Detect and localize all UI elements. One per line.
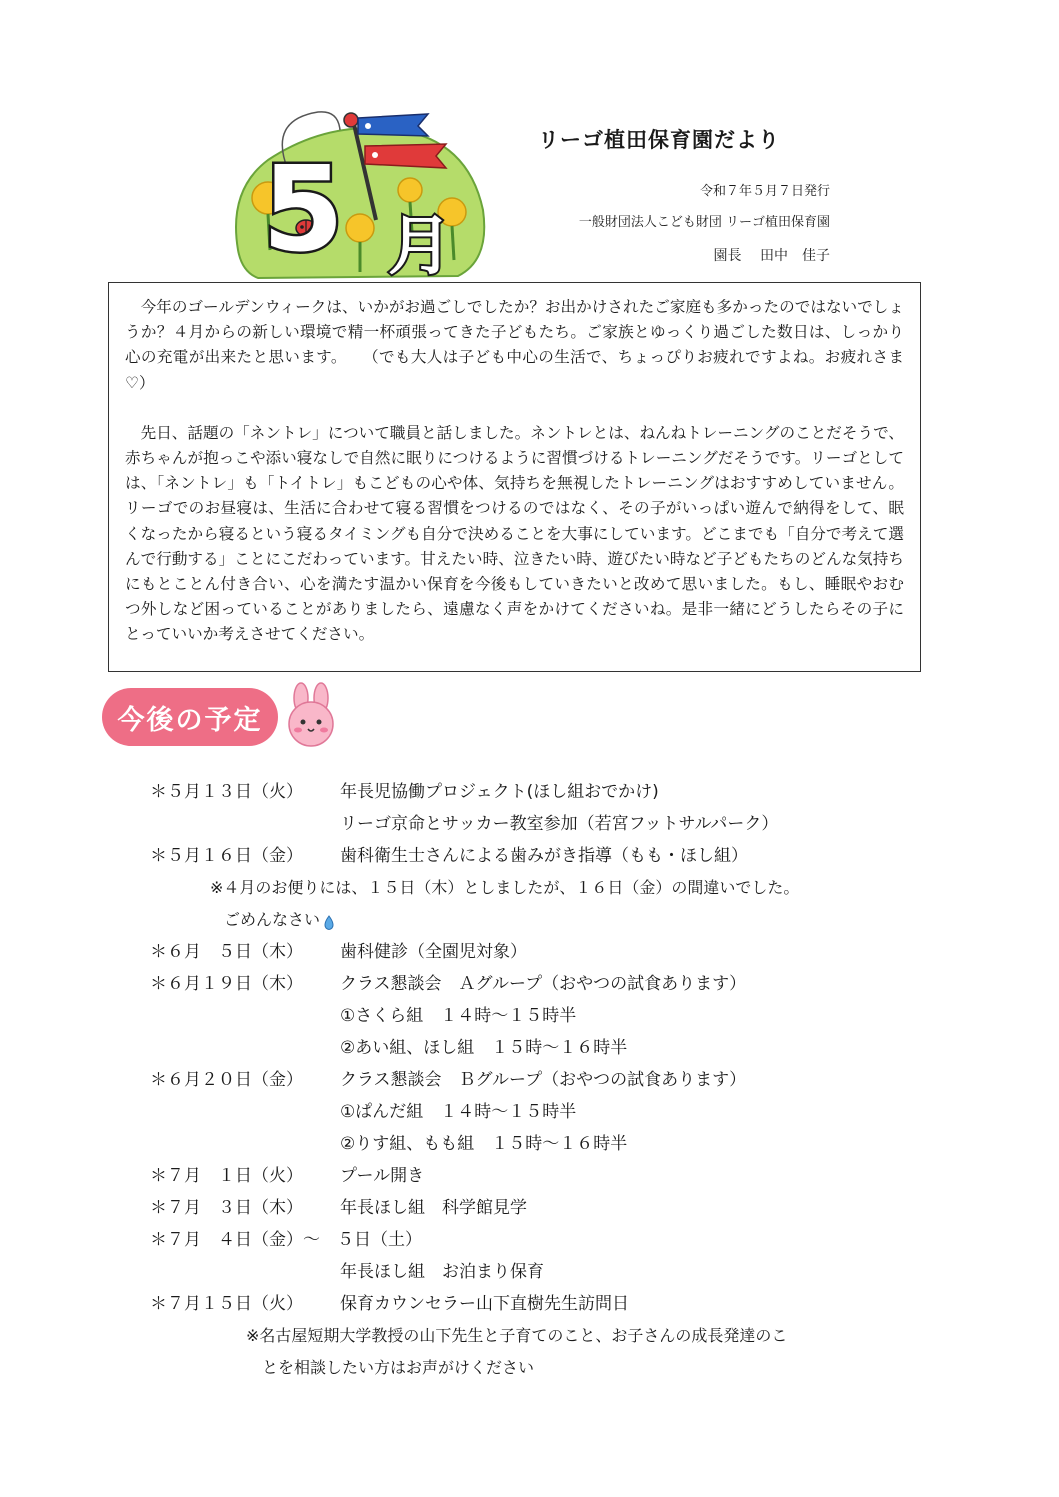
greeting-box <box>108 282 921 672</box>
schedule-date: ＊５月１３日（火） <box>150 782 303 802</box>
schedule-list <box>150 776 930 1384</box>
schedule-note: ※４月のお便りには、１５日（木）としましたが、１６日（金）の間違いでした。 <box>210 878 800 897</box>
schedule-date: ＊６月 ５日（木） <box>150 942 303 962</box>
greeting-paragraph-2: 先日、話題の「ネントレ」について職員と話しました。ネントレとは、ねんねトレーニングのことだそうで、赤ちゃんが抱っこや添い寝なしで自然に眠りにつけるように習慣づけるトレーニングだそうです。リーゴとしては、「ネントレ」も「トイトレ」もこどもの心や体、気持ちを無視したトレーニングはおすすめしていません。リーゴでのお昼寝は、生活に合わせて寝る習慣をつけるのではなく、その子がいっぱい遊んで納得をして、眠くなったから寝るという寝るタイミングも自分で決めることを大事にしています。どこまでも「自分で考えて選んで行動する」ことにこだわっています。甘えたい時、泣きたい時、遊びたい時など子どもたちのどんな気持ちにもとことん付き合い、心を満たす温かい保育を今後もしていきたいと改めて思いました。もし、睡眠やおむつ外しなど困っていることがありましたら、遠慮なく声をかけてくださいね。是非一緒にどうしたらその子にとっていいか考えさせてください。 <box>125 423 904 644</box>
schedule-row <box>150 840 930 872</box>
schedule-desc: ②りす組、もも組 １５時～１６時半 <box>340 1134 628 1154</box>
schedule-row <box>150 808 930 840</box>
schedule-row <box>150 1192 930 1224</box>
schedule-desc: ①さくら組 １４時～１５時半 <box>340 1006 577 1026</box>
schedule-row <box>150 1128 930 1160</box>
schedule-row <box>150 1224 930 1256</box>
schedule-desc: ①ぱんだ組 １４時～１５時半 <box>340 1102 577 1122</box>
schedule-desc: クラス懇談会 Ａグループ（おやつの試食あります） <box>340 974 747 994</box>
schedule-row <box>150 1000 930 1032</box>
schedule-date: ＊６月２０日（金） <box>150 1070 303 1090</box>
schedule-row <box>150 776 930 808</box>
director-name: 園長 田中 佳子 <box>713 248 830 264</box>
schedule-desc: 年長ほし組 科学館見学 <box>340 1198 527 1218</box>
schedule-row <box>150 936 930 968</box>
schedule-desc: クラス懇談会 Ｂグループ（おやつの試食あります） <box>340 1070 747 1090</box>
schedule-row <box>150 1064 930 1096</box>
schedule-date: ＊７月 １日（火） <box>150 1166 303 1186</box>
month-suffix: 月 <box>388 210 452 282</box>
schedule-heading: 今後の予定 <box>102 688 278 746</box>
sweat-drop-icon <box>322 915 336 931</box>
schedule-desc: 歯科健診（全園児対象） <box>340 942 527 962</box>
schedule-desc: プール開き <box>340 1166 425 1186</box>
schedule-row <box>150 968 930 1000</box>
schedule-date: ＊７月１５日（火） <box>150 1294 303 1314</box>
carp-blue-eye <box>365 123 371 129</box>
pole-ball <box>344 113 358 127</box>
schedule-row <box>150 872 930 904</box>
schedule-date: ＊５月１６日（金） <box>150 846 303 866</box>
schedule-desc: 年長ほし組 お泊まり保育 <box>340 1262 544 1282</box>
issue-date: 令和７年５月７日発行 <box>699 184 830 199</box>
schedule-row <box>150 1320 930 1352</box>
newsletter-title: リーゴ植田保育園だより <box>538 128 780 152</box>
schedule-row <box>150 1032 930 1064</box>
schedule-date: ＊６月１９日（木） <box>150 974 303 994</box>
schedule-desc: ②あい組、ほし組 １５時～１６時半 <box>340 1038 628 1058</box>
schedule-note: ※名古屋短期大学教授の山下先生と子育てのこと、お子さんの成長発達のこ <box>246 1326 788 1345</box>
schedule-desc: 歯科衛生士さんによる歯みがき指導（もも・ほし組） <box>340 846 748 866</box>
schedule-date: ＊７月 ４日（金）～ ５日（土） <box>150 1230 422 1250</box>
schedule-row <box>150 1352 930 1384</box>
schedule-desc: 年長児協働プロジェクト(ほし組おでかけ) <box>340 782 659 802</box>
schedule-date: ＊７月 ３日（木） <box>150 1198 303 1218</box>
schedule-row <box>150 1256 930 1288</box>
greeting-paragraph-1: 今年のゴールデンウィークは、いかがお過ごしでしたか？お出かけされたご家庭も多かったのではないでしょうか？４月からの新しい環境で精一杯頑張ってきた子どもたち。ご家族とゆっくり過ごした数日は、しっかり心の充電が出来たと思います。 （でも大人は子ども中心の生活で、ちょっぴりお疲れですよね。お疲れさま♡） <box>125 298 904 392</box>
apology-text: ごめんなさい <box>224 910 321 929</box>
organization-name: 一般財団法人こども財団 リーゴ植田保育園 <box>578 215 830 230</box>
carp-red-eye <box>372 152 378 158</box>
schedule-row <box>150 1288 930 1320</box>
schedule-row <box>150 1096 930 1128</box>
may-koinobori-illustration <box>228 100 490 282</box>
schedule-note <box>224 904 336 936</box>
schedule-desc: 保育カウンセラー山下直樹先生訪問日 <box>340 1294 629 1314</box>
schedule-row <box>150 1160 930 1192</box>
schedule-note: とを相談したい方はお声がけください <box>262 1358 535 1377</box>
schedule-desc: リーゴ京命とサッカー教室参加（若宮フットサルパーク） <box>340 814 779 834</box>
bunny-icon <box>282 682 340 748</box>
month-number: 5 <box>262 140 345 278</box>
schedule-row <box>150 904 930 936</box>
